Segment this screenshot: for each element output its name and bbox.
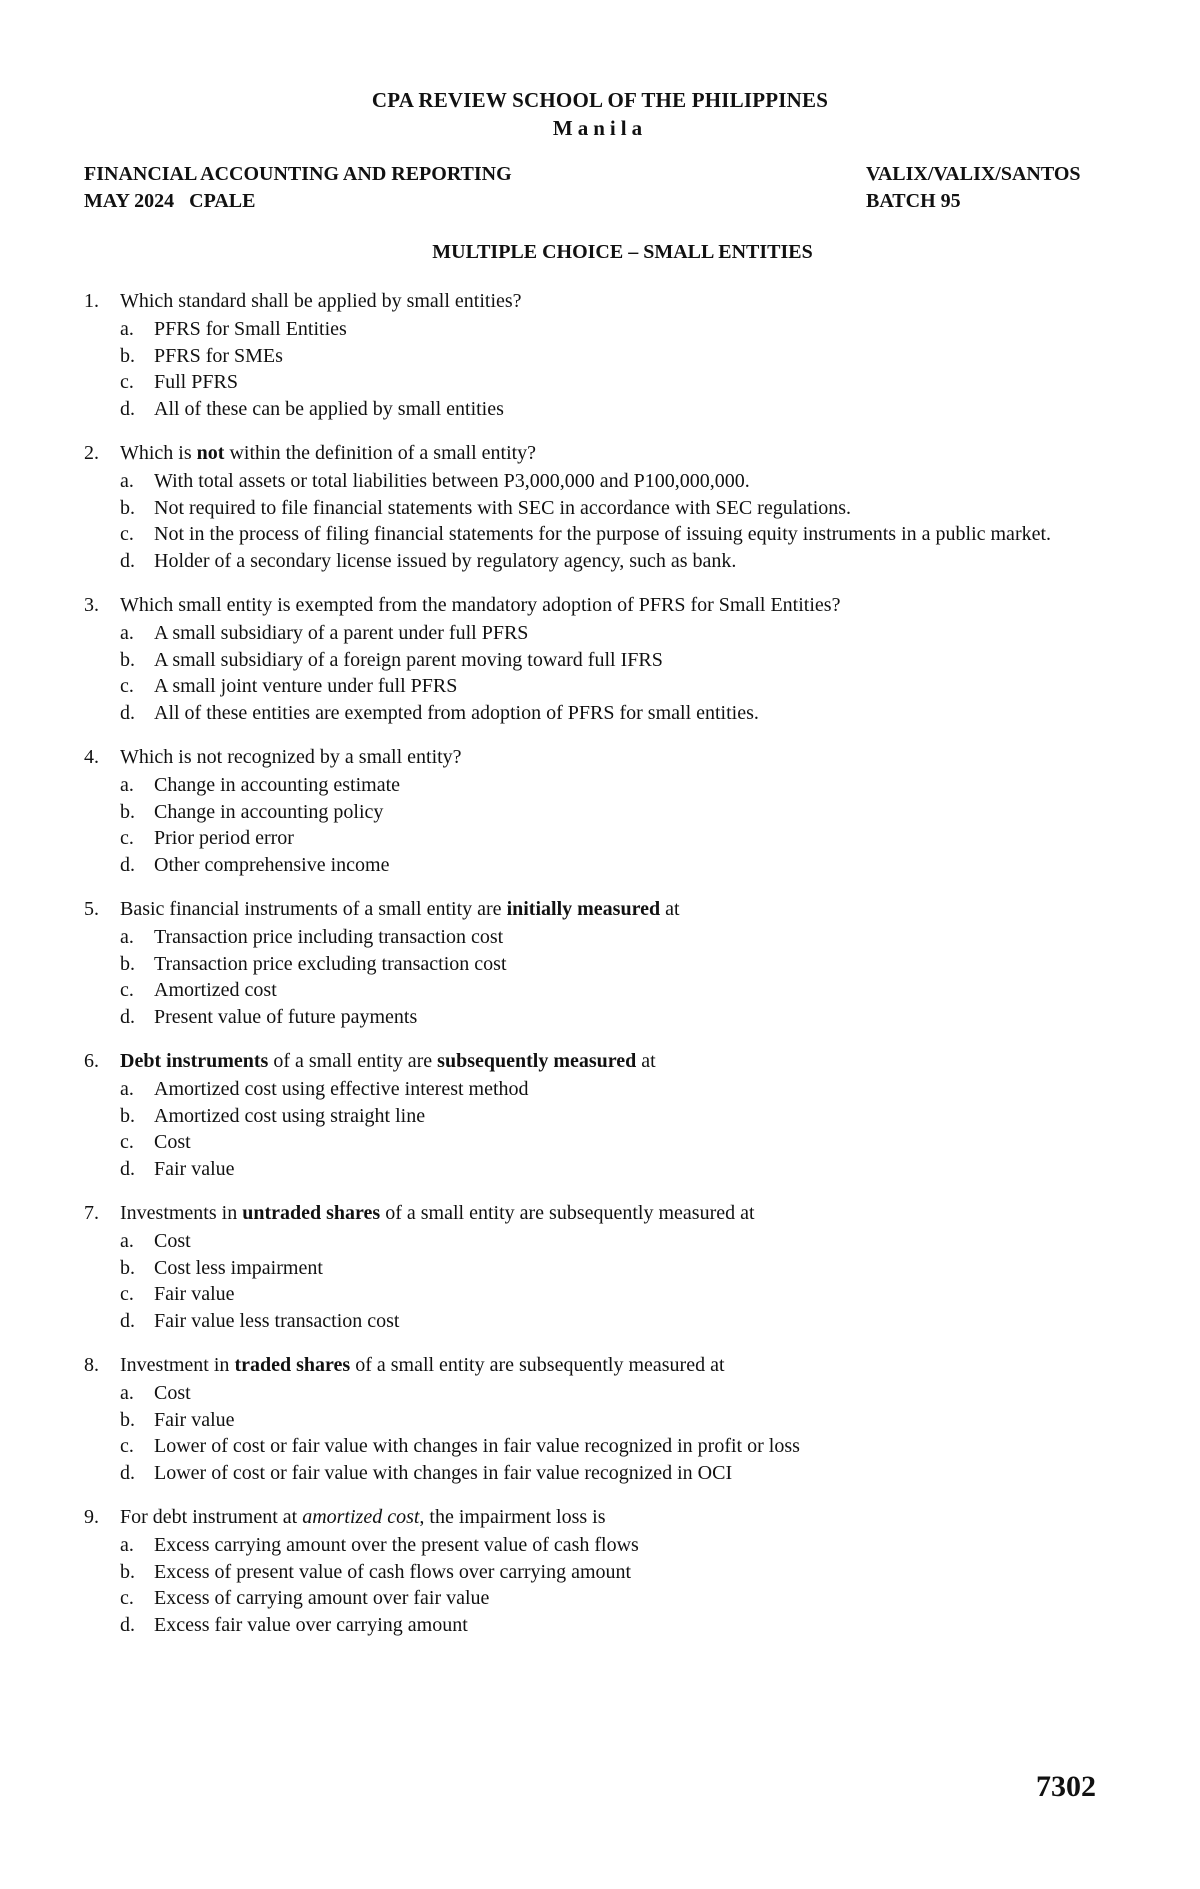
option-text: Not required to file financial statements with SEC in accordance with SEC regulations. — [154, 496, 852, 519]
subject-title: FINANCIAL ACCOUNTING AND REPORTING — [84, 163, 512, 185]
emphasis-text: subsequently measured — [437, 1050, 637, 1072]
italic-text: amortized cost — [302, 1506, 420, 1528]
question-stem — [84, 592, 1104, 618]
option-letter: c. — [120, 1587, 134, 1609]
question-item — [84, 1504, 1104, 1638]
option-item — [120, 1308, 1104, 1335]
option-letter: a. — [120, 1534, 134, 1556]
option-letter: c. — [120, 827, 134, 849]
option-letter: a. — [120, 470, 134, 492]
option-item — [120, 1532, 1104, 1559]
option-text: A small subsidiary of a parent under full PFRS — [154, 622, 529, 644]
option-letter: d. — [120, 1005, 135, 1028]
option-letter: c. — [120, 1435, 134, 1457]
option-letter: b. — [120, 648, 135, 671]
option-item — [120, 369, 1104, 396]
option-text: A small joint venture under full PFRS — [154, 675, 458, 697]
question-stem — [84, 440, 1104, 466]
authors: VALIX/VALIX/SANTOS — [866, 163, 1081, 185]
option-text: Fair value — [154, 1283, 235, 1305]
option-letter: d. — [120, 1309, 135, 1332]
section-title: MULTIPLE CHOICE – SMALL ENTITIES — [432, 241, 813, 263]
option-letter: a. — [120, 622, 134, 644]
option-list — [120, 620, 1104, 726]
option-letter: b. — [120, 1408, 135, 1431]
option-item — [120, 924, 1104, 951]
option-list — [120, 468, 1104, 574]
option-text: Cost — [154, 1230, 191, 1252]
option-item — [120, 772, 1104, 799]
question-text — [120, 440, 1104, 466]
option-letter: d. — [120, 549, 135, 572]
option-item — [120, 647, 1104, 674]
stem-text: Basic financial instruments of a small entity are — [120, 898, 507, 920]
stem-text: of a small entity are subsequently measured at — [350, 1354, 725, 1376]
option-item — [120, 1612, 1104, 1639]
option-item — [120, 1255, 1104, 1282]
option-text: Transaction price including transaction cost — [154, 926, 504, 948]
question-number: 5. — [84, 898, 99, 920]
option-item — [120, 1156, 1104, 1183]
option-text: With total assets or total liabilities between P3,000,000 and P100,000,000. — [154, 470, 750, 492]
exam-label: MAY 2024 CPALE — [84, 190, 256, 212]
option-text: Transaction price excluding transaction cost — [154, 952, 507, 975]
question-number: 7. — [84, 1202, 99, 1224]
emphasis-text: untraded shares — [242, 1202, 381, 1224]
option-item — [120, 799, 1104, 826]
batch-label: BATCH 95 — [866, 190, 961, 212]
option-item — [120, 343, 1104, 370]
question-text — [120, 288, 1104, 314]
option-item — [120, 1380, 1104, 1407]
option-item — [120, 1460, 1104, 1487]
school-city: Manila — [552, 116, 648, 140]
option-letter: a. — [120, 1382, 134, 1404]
stem-text: Which is — [120, 442, 197, 464]
option-item — [120, 1433, 1104, 1460]
question-item — [84, 1200, 1104, 1334]
option-item — [120, 1281, 1104, 1308]
option-text: Present value of future payments — [154, 1005, 418, 1028]
option-letter: b. — [120, 496, 135, 519]
option-text: Full PFRS — [154, 371, 238, 393]
question-number: 4. — [84, 746, 99, 768]
option-text: Cost — [154, 1382, 191, 1404]
option-text: Not in the process of filing financial statements for the purpose of issuing equity instruments in a public market. — [154, 523, 1052, 545]
question-number: 1. — [84, 290, 99, 312]
option-text: Change in accounting policy — [154, 800, 384, 823]
option-text: Fair value — [154, 1408, 235, 1431]
question-stem — [84, 1504, 1104, 1530]
question-item — [84, 440, 1104, 574]
emphasis-text: initially measured — [506, 898, 661, 920]
question-item — [84, 1048, 1104, 1182]
option-text: Amortized cost using straight line — [154, 1104, 426, 1127]
option-letter: b. — [120, 1256, 135, 1279]
option-item — [120, 977, 1104, 1004]
option-text: Amortized cost using effective interest method — [154, 1078, 529, 1100]
option-letter: d. — [120, 1157, 135, 1180]
option-letter: c. — [120, 979, 134, 1001]
option-letter: d. — [120, 1613, 135, 1636]
option-text: Amortized cost — [154, 979, 277, 1001]
option-list — [120, 772, 1104, 878]
option-item — [120, 1559, 1104, 1586]
option-letter: a. — [120, 318, 134, 340]
question-text — [120, 592, 1104, 618]
option-item — [120, 700, 1104, 727]
question-item — [84, 896, 1104, 1030]
question-stem — [84, 1048, 1104, 1074]
stem-text: Investments in — [120, 1202, 243, 1224]
emphasis-text: Debt instruments — [120, 1050, 269, 1072]
option-text: Prior period error — [154, 827, 294, 849]
stem-text: Which standard shall be applied by small entities? — [120, 290, 522, 312]
stem-text: Investment in — [120, 1354, 235, 1376]
option-item — [120, 468, 1104, 495]
stem-text: Which small entity is exempted from the mandatory adoption of PFRS for Small Entities? — [120, 594, 841, 616]
question-item — [84, 288, 1104, 422]
stem-text: of a small entity are — [268, 1050, 438, 1072]
option-letter: c. — [120, 1283, 134, 1305]
option-text: Excess carrying amount over the present value of cash flows — [154, 1534, 639, 1556]
option-text: Lower of cost or fair value with changes in fair value recognized in profit or loss — [154, 1435, 800, 1457]
option-item — [120, 620, 1104, 647]
option-letter: c. — [120, 371, 134, 393]
option-text: Holder of a secondary license issued by regulatory agency, such as bank. — [154, 549, 737, 572]
option-item — [120, 951, 1104, 978]
stem-text: of a small entity are subsequently measured at — [380, 1202, 755, 1224]
option-text: PFRS for Small Entities — [154, 318, 347, 340]
option-text: A small subsidiary of a foreign parent moving toward full IFRS — [154, 648, 663, 671]
question-text — [120, 1048, 1104, 1074]
question-number: 2. — [84, 442, 99, 464]
stem-text: Which is not recognized by a small entity? — [120, 746, 462, 768]
option-letter: c. — [120, 1131, 134, 1153]
emphasis-text: traded shares — [234, 1354, 351, 1376]
stem-text: For debt instrument at — [120, 1506, 303, 1528]
option-list — [120, 1076, 1104, 1182]
option-letter: a. — [120, 774, 134, 796]
question-text — [120, 1352, 1104, 1378]
option-text: Fair value — [154, 1157, 235, 1180]
option-text: Excess fair value over carrying amount — [154, 1613, 468, 1636]
option-letter: b. — [120, 952, 135, 975]
option-text: All of these entities are exempted from adoption of PFRS for small entities. — [154, 701, 759, 724]
option-text: PFRS for SMEs — [154, 344, 283, 367]
question-number: 3. — [84, 594, 99, 616]
question-list — [84, 288, 1104, 1656]
option-list — [120, 924, 1104, 1030]
option-letter: b. — [120, 800, 135, 823]
option-item — [120, 1076, 1104, 1103]
option-text: Change in accounting estimate — [154, 774, 401, 796]
option-letter: d. — [120, 397, 135, 420]
option-item — [120, 1129, 1104, 1156]
option-letter: d. — [120, 701, 135, 724]
question-text — [120, 744, 1104, 770]
emphasis-text: not — [196, 442, 225, 464]
option-letter: b. — [120, 344, 135, 367]
option-list — [120, 316, 1104, 422]
option-item — [120, 548, 1104, 575]
option-item — [120, 1004, 1104, 1031]
option-letter: a. — [120, 926, 134, 948]
option-list — [120, 1228, 1104, 1334]
question-text — [120, 1200, 1104, 1226]
option-item — [120, 316, 1104, 343]
option-item — [120, 396, 1104, 423]
option-item — [120, 495, 1104, 522]
option-item — [120, 852, 1104, 879]
question-stem — [84, 1200, 1104, 1226]
option-text: Lower of cost or fair value with changes in fair value recognized in OCI — [154, 1461, 733, 1484]
option-text: All of these can be applied by small entities — [154, 397, 504, 420]
question-item — [84, 592, 1104, 726]
option-letter: d. — [120, 1461, 135, 1484]
question-item — [84, 744, 1104, 878]
option-text: Excess of carrying amount over fair value — [154, 1587, 490, 1609]
question-stem — [84, 288, 1104, 314]
question-number: 8. — [84, 1354, 99, 1376]
stem-text: within the definition of a small entity? — [224, 442, 537, 464]
option-text: Other comprehensive income — [154, 853, 390, 876]
school-name: CPA REVIEW SCHOOL OF THE PHILIPPINES — [371, 88, 829, 112]
question-stem — [84, 1352, 1104, 1378]
question-number: 9. — [84, 1506, 99, 1528]
option-item — [120, 673, 1104, 700]
option-letter: a. — [120, 1078, 134, 1100]
question-item — [84, 1352, 1104, 1486]
question-text — [120, 896, 1104, 922]
option-item — [120, 521, 1104, 548]
option-text: Cost less impairment — [154, 1256, 323, 1279]
option-letter: b. — [120, 1560, 135, 1583]
option-item — [120, 825, 1104, 852]
stem-text: at — [660, 898, 680, 920]
option-letter: d. — [120, 853, 135, 876]
option-text: Excess of present value of cash flows over carrying amount — [154, 1560, 632, 1583]
question-stem — [84, 896, 1104, 922]
question-text — [120, 1504, 1104, 1530]
option-text: Cost — [154, 1131, 191, 1153]
option-letter: c. — [120, 675, 134, 697]
question-number: 6. — [84, 1050, 99, 1072]
page-code: 7302 — [1036, 1770, 1096, 1803]
option-text: Fair value less transaction cost — [154, 1309, 400, 1332]
option-letter: c. — [120, 523, 134, 545]
option-item — [120, 1103, 1104, 1130]
option-item — [120, 1585, 1104, 1612]
question-stem — [84, 744, 1104, 770]
stem-text: , the impairment loss is — [419, 1506, 606, 1528]
option-item — [120, 1228, 1104, 1255]
option-list — [120, 1532, 1104, 1638]
stem-text: at — [636, 1050, 656, 1072]
option-list — [120, 1380, 1104, 1486]
option-item — [120, 1407, 1104, 1434]
option-letter: a. — [120, 1230, 134, 1252]
option-letter: b. — [120, 1104, 135, 1127]
